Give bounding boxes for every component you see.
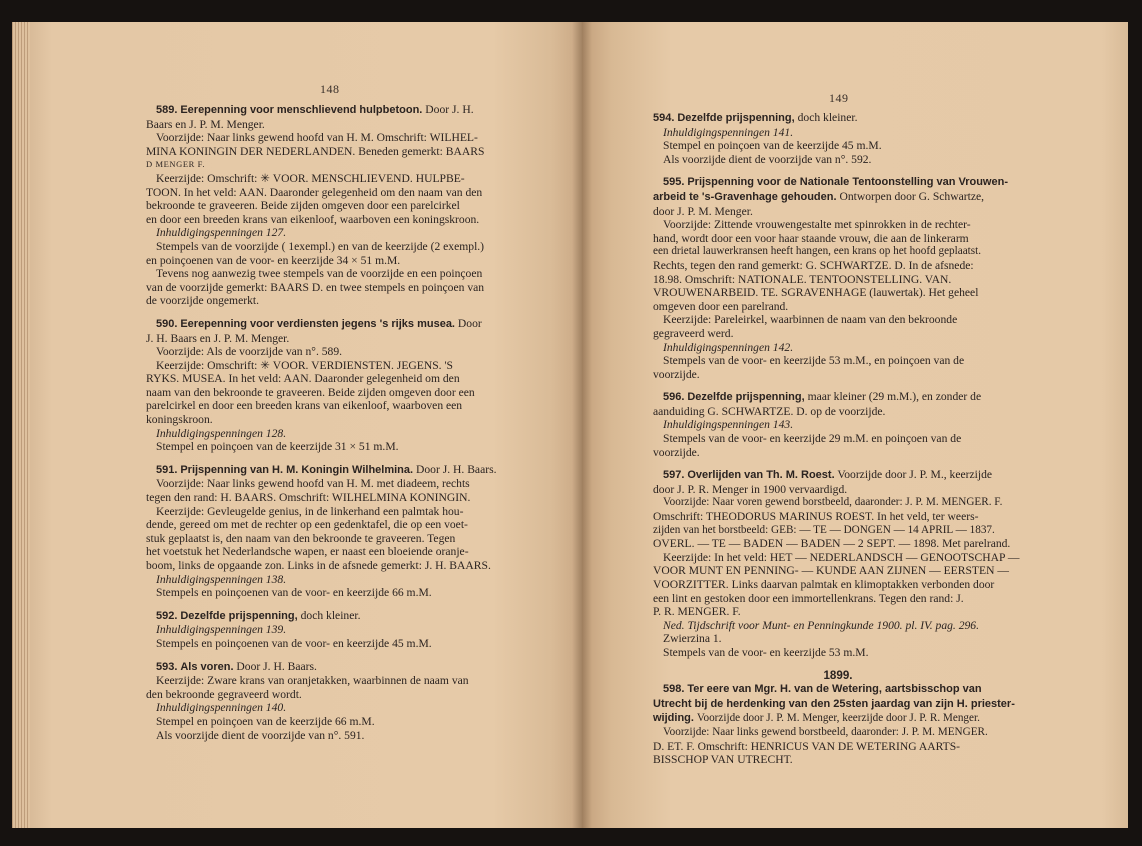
left-page-text <box>146 103 512 742</box>
entry-line: door J. P. M. Menger. <box>653 204 753 218</box>
entry-line: tegen den rand: H. BAARS. Omschrift: WILHELMINA KONINGIN. <box>146 491 471 505</box>
entry-line: aanduiding G. SCHWARTZE. D. op de voorzijde. <box>653 404 886 418</box>
entry-line: OVERL. — TE — BADEN — BADEN — 2 SEPT. — 1898. Met parelrand. <box>653 537 1011 551</box>
entry-line: den bekroonde gegraveerd wordt. <box>146 687 302 701</box>
entry-line: voorzijde. <box>653 367 700 381</box>
entry-592-head: 592. Dezelfde prijspenning, doch kleiner. <box>156 608 361 622</box>
entry-line: Rechts, tegen den rand gemerkt: G. SCHWARTZE. D. In de afsnede: <box>653 258 974 272</box>
entry-line: Inhuldigingspenningen 128. <box>156 426 287 440</box>
entry-598-head3: wijding. Voorzijde door J. P. M. Menger, keerzijde door J. P. R. Menger. <box>653 712 980 725</box>
entry-line: koningskroon. <box>146 413 213 427</box>
entry-line: en door een breeden krans van eikenloof, waarboven een koningskroon. <box>146 212 480 226</box>
entry-597-head: 597. Overlijden van Th. M. Roest. Voorzijde door J. P. M., keerzijde <box>663 468 993 482</box>
entry-line: zijden van het borstbeeld: GEB: — TE — DONGEN — 14 APRIL — 1837. <box>653 523 995 536</box>
entry-line: gegraveerd werd. <box>653 326 734 340</box>
entry-line: D. ET. F. Omschrift: HENRICUS VAN DE WETERING AARTS- <box>653 739 960 753</box>
entry-line: parelcirkel en door een breeden krans van eikenloof, waarboven een <box>146 399 463 413</box>
page-number-right: 149 <box>829 91 849 105</box>
entry-line: BISSCHOP VAN UTRECHT. <box>653 753 793 767</box>
entry-598-head2: Utrecht bij de herdenking van den 25sten jaardag van zijn H. priester- <box>653 697 1015 710</box>
entry-line: Stempel en poinçoen van de keerzijde 45 m.M. <box>663 139 882 153</box>
entry-line: J. H. Baars en J. P. M. Menger. <box>146 331 290 345</box>
entry-line: 18.98. Omschrift: NATIONALE. TENTOONSTELLING. VAN. <box>653 272 952 286</box>
entry-589-head: 589. Eerepenning voor menschlievend hulpbetoon. Door J. H. <box>156 103 474 116</box>
entry-596-head: 596. Dezelfde prijspenning, maar kleiner (29 m.M.), en zonder de <box>663 390 982 404</box>
entry-line: het voetstuk het Nederlandsche wapen, er naast een bloeiende oranje- <box>146 545 469 559</box>
entry-line: Inhuldigingspenningen 141. <box>663 125 794 139</box>
entry-line: Voorzijde: Als de voorzijde van n°. 589. <box>156 345 343 359</box>
entry-line: Voorzijde: Naar voren gewend borstbeeld, daaronder: J. P. M. MENGER. F. <box>663 496 1003 509</box>
page-edges <box>12 22 30 828</box>
entry-line: een lint en gestoken door een immortellenkrans. Tegen den rand: J. <box>653 591 964 605</box>
entry-594-head: 594. Dezelfde prijspenning, doch kleiner. <box>653 111 858 124</box>
entry-line: D MENGER F. <box>146 159 206 170</box>
entry-line: Stempels van de voor- en keerzijde 53 m.M. <box>663 645 869 659</box>
right-page-text <box>653 111 1023 767</box>
entry-line: Stempels van de voor- en keerzijde 29 m.M. en poinçoen van de <box>663 432 962 446</box>
entry-593-head: 593. Als voren. Door J. H. Baars. <box>156 659 317 673</box>
entry-line: Voorzijde: Zittende vrouwengestalte met spinrokken in de rechter- <box>663 218 971 232</box>
entry-598-head: 598. Ter eere van Mgr. H. van de Wetering, aartsbisschop van <box>663 683 982 696</box>
entry-line: voorzijde. <box>653 445 700 459</box>
entry-line: Keerzijde: Zware krans van oranjetakken, waarbinnen de naam van <box>156 674 469 688</box>
entry-line: TOON. In het veld: AAN. Daaronder gelegenheid om den naam van den <box>146 185 483 199</box>
entry-line: Keerzijde: Omschrift: ✳ VOOR. MENSCHLIEVEND. HULPBE- <box>156 171 465 185</box>
entry-595-head: 595. Prijspenning voor de Nationale Tentoonstelling van Vrouwen- <box>663 176 1008 189</box>
entry-line: Voorzijde: Naar links gewend hoofd van H. M. Omschrift: WILHEL- <box>156 131 478 145</box>
entry-line: Keerzijde: In het veld: HET — NEDERLANDSCH — GENOOTSCHAP — <box>663 550 1020 564</box>
entry-line: de voorzijde ongemerkt. <box>146 294 259 308</box>
entry-line: Zwierzina 1. <box>663 632 722 646</box>
entry-line: naam van den bekroonde te graveeren. Beide zijden omgeven door een <box>146 385 475 399</box>
entry-line: Inhuldigingspenningen 142. <box>663 340 794 354</box>
entry-line: VROUWENARBEID. TE. SGRAVENHAGE (lauwertak). Het geheel <box>653 286 979 300</box>
entry-line: Inhuldigingspenningen 140. <box>156 701 287 715</box>
entry-line: Keerzijde: Pareleirkel, waarbinnen de naam van den bekroonde <box>663 313 958 327</box>
entry-591-head: 591. Prijspenning van H. M. Koningin Wilhelmina. Door J. H. Baars. <box>156 462 497 476</box>
entry-line: Stempels en poinçoenen van de voor- en keerzijde 66 m.M. <box>156 586 432 600</box>
entry-line: P. R. MENGER. F. <box>653 605 741 619</box>
entry-line: boom, links de opgaande zon. Links in de afsnede gemerkt: J. H. BAARS. <box>146 559 491 572</box>
entry-line: Voorzijde: Naar links gewend borstbeeld, daaronder: J. P. M. MENGER. <box>663 725 988 738</box>
entry-line: bekroonde te graveeren. Beide zijden omgeven door een parelcirkel <box>146 199 460 213</box>
entry-line: Stempels van de voor- en keerzijde 53 m.M., en poinçoen van de <box>663 354 965 368</box>
entry-line: Stempel en poinçoen van de keerzijde 31 × 51 m.M. <box>156 440 399 454</box>
entry-590-head: 590. Eerepenning voor verdiensten jegens 's rijks musea. Door <box>156 316 482 330</box>
entry-line: RYKS. MUSEA. In het veld: AAN. Daaronder gelegenheid om den <box>146 372 460 386</box>
entry-line: Inhuldigingspenningen 138. <box>156 572 287 586</box>
entry-line: Tevens nog aanwezig twee stempels van de voorzijde en een poinçoen <box>156 267 483 281</box>
year-heading: 1899. <box>823 668 853 682</box>
entry-line: Stempel en poinçoen van de keerzijde 66 m.M. <box>156 714 375 728</box>
entry-line: Baars en J. P. M. Menger. <box>146 117 265 131</box>
entry-line: VOOR MUNT EN PENNING- — KUNDE AAN ZIJNEN — EERSTEN — <box>653 564 1009 578</box>
entry-line: Als voorzijde dient de voorzijde van n°. 592. <box>663 152 872 166</box>
entry-line: Inhuldigingspenningen 143. <box>663 418 794 432</box>
entry-line: Omschrift: THEODORUS MARINUS ROEST. In het veld, ter weers- <box>653 510 979 524</box>
entry-line: Als voorzijde dient de voorzijde van n°. 591. <box>156 728 365 742</box>
entry-line: Keerzijde: Gevleugelde genius, in de linkerhand een palmtak hou- <box>156 504 464 518</box>
entry-line: Inhuldigingspenningen 127. <box>156 226 287 240</box>
entry-line: Stempels van de voorzijde ( 1exempl.) en van de keerzijde (2 exempl.) <box>156 239 485 253</box>
entry-line: dende, gereed om met de rechter op een gedenktafel, die op een voet- <box>146 518 468 532</box>
entry-line: MINA KONINGIN DER NEDERLANDEN. Beneden gemerkt: BAARS <box>146 144 485 158</box>
entry-595-head2: arbeid te 's-Gravenhage gehouden. Ontworpen door G. Schwartze, <box>653 189 985 203</box>
entry-line: door J. P. R. Menger in 1900 vervaardigd. <box>653 482 848 496</box>
entry-line: VOORZITTER. Links daarvan palmtak en klimoptakken verbonden door <box>653 578 995 591</box>
entry-line: hand, wordt door een voor haar staande vrouw, die aan de linkerarm <box>653 231 969 245</box>
entry-line: van de voorzijde gemerkt: BAARS D. en twee stempels en poinçoen van <box>146 280 485 294</box>
entry-line: en poinçoenen van de voor- en keerzijde 34 × 51 m.M. <box>146 253 401 267</box>
entry-line: omgeven door een parelrand. <box>653 299 789 313</box>
entry-line: stuk geplaatst is, den naam van den bekroonde te graveeren. Tegen <box>146 531 456 545</box>
entry-line: Ned. Tijdschrift voor Munt- en Penningkunde 1900. pl. IV. pag. 296. <box>663 618 980 632</box>
book-gutter <box>572 22 592 828</box>
entry-line: Stempels en poinçoenen van de voor- en keerzijde 45 m.M. <box>156 636 432 650</box>
entry-line: Voorzijde: Naar links gewend hoofd van H. M. met diadeem, rechts <box>156 477 470 491</box>
entry-line: een drietal lauwerkransen heeft hangen, een krans op het hoofd geplaatst. <box>653 245 982 258</box>
page-number-left: 148 <box>320 82 340 96</box>
entry-line: Inhuldigingspenningen 139. <box>156 623 287 637</box>
entry-line: Keerzijde: Omschrift: ✳ VOOR. VERDIENSTEN. JEGENS. 'S <box>156 358 454 372</box>
